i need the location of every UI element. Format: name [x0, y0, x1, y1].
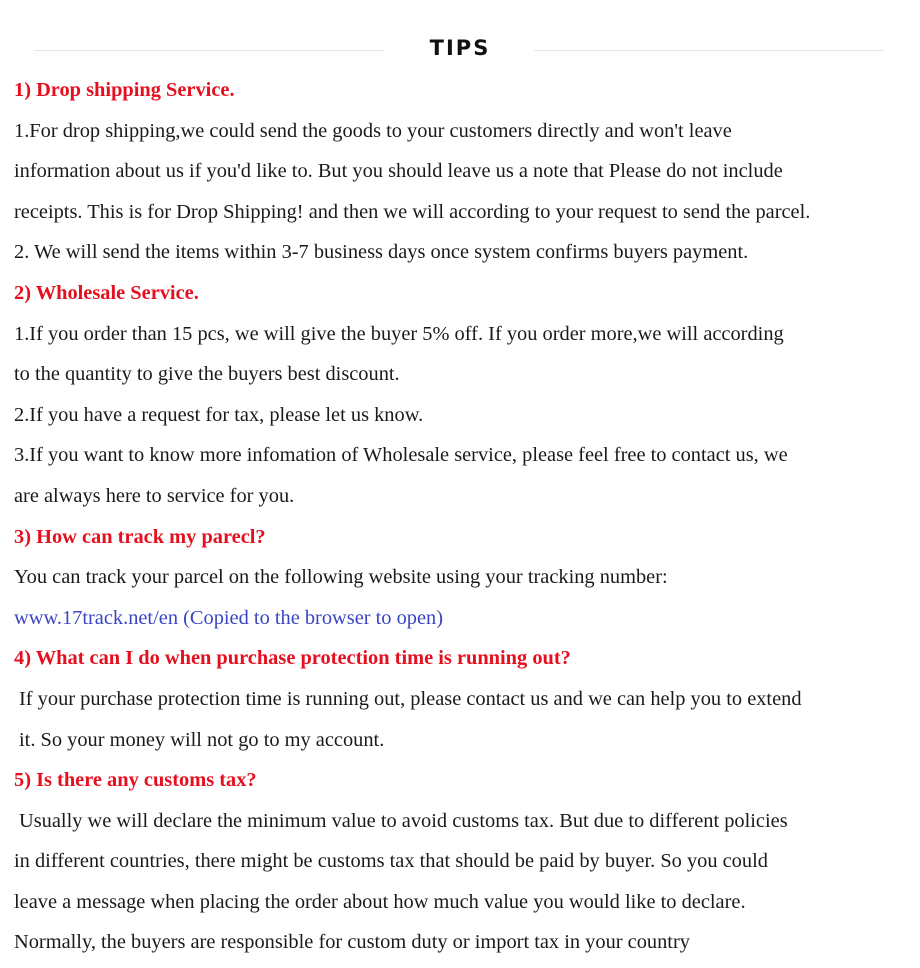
- tips-header: [0, 32, 920, 68]
- page-title: TIPS: [429, 36, 491, 60]
- section-heading-tracking: 3) How can track my parecl?: [14, 525, 266, 548]
- drop-shipping-line-1: 1.For drop shipping,we could send the goods to your customers directly and won't leave: [14, 119, 732, 142]
- protection-line-1: If your purchase protection time is running out, please contact us and we can help you to extend: [19, 687, 802, 710]
- drop-shipping-line-2: information about us if you'd like to. But you should leave us a note that Please do not include: [14, 160, 783, 183]
- tracking-line-1: You can track your parcel on the following website using your tracking number:: [14, 566, 668, 589]
- wholesale-line-4: 3.If you want to know more infomation of Wholesale service, please feel free to contact us, we: [14, 444, 788, 467]
- drop-shipping-line-3: receipts. This is for Drop Shipping! and then we will according to your request to send the parcel.: [14, 200, 811, 223]
- tips-content: [14, 70, 920, 963]
- customs-line-3: leave a message when placing the order about how much value you would like to declare.: [14, 890, 746, 913]
- section-heading-protection: 4) What can I do when purchase protection time is running out?: [14, 647, 571, 670]
- tracking-link[interactable]: www.17track.net/en (Copied to the browser to open): [14, 606, 444, 629]
- section-heading-customs: 5) Is there any customs tax?: [14, 769, 257, 792]
- wholesale-line-3: 2.If you have a request for tax, please let us know.: [14, 403, 424, 426]
- wholesale-line-5: are always here to service for you.: [14, 484, 295, 507]
- section-heading-drop-shipping: 1) Drop shipping Service.: [14, 79, 235, 101]
- customs-line-2: in different countries, there might be customs tax that should be paid by buyer. So you could: [14, 850, 768, 873]
- header-divider-right: [534, 50, 884, 51]
- section-heading-wholesale: 2) Wholesale Service.: [14, 281, 199, 304]
- wholesale-line-1: 1.If you order than 15 pcs, we will give the buyer 5% off. If you order more,we will according: [14, 322, 784, 345]
- protection-line-2: it. So your money will not go to my account.: [19, 728, 385, 751]
- drop-shipping-line-4: 2. We will send the items within 3-7 business days once system confirms buyers payment.: [14, 241, 749, 264]
- customs-line-4: Normally, the buyers are responsible for custom duty or import tax in your country: [14, 931, 690, 954]
- customs-line-1: Usually we will declare the minimum value to avoid customs tax. But due to different policies: [19, 809, 788, 832]
- wholesale-line-2: to the quantity to give the buyers best discount.: [14, 363, 400, 386]
